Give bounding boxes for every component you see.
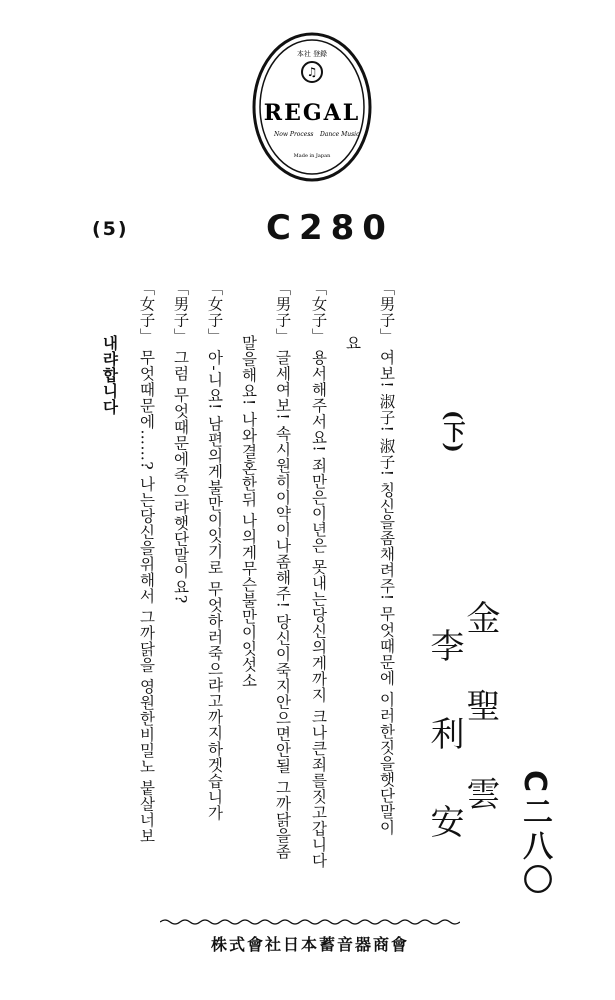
svg-text:♫: ♫ <box>306 65 318 79</box>
svg-text:REGAL: REGAL <box>263 100 361 126</box>
lyric-line-8: 「女子」 무엇때문에……? 나는당신을위해서 그까닭을 영원한비밀노 붙살너보 <box>137 280 156 844</box>
part-indicator: (下) <box>440 410 466 453</box>
lyric-line-4: 「男子」 글세여보! 속시원히이약이나좀해주! 당신이죽지안으면안될 그까닭을좀 <box>273 280 292 860</box>
lyric-line-3: 「女子」 용서해주서요! 죄만은이년은 못내는당신의게까지 크나큰죄를짓고갑니다 <box>309 280 328 869</box>
wavy-divider <box>160 918 460 926</box>
svg-text:Now Process: Now Process <box>274 131 314 138</box>
lyric-line-9: 내랴합니다 <box>100 335 120 415</box>
svg-text:本社 登錄: 本社 登錄 <box>296 50 328 58</box>
performer-credit-2: 李利安 <box>424 628 464 892</box>
page-number: (5) <box>92 218 129 240</box>
lyric-line-6: 「女子」 아-니요! 남편의게불만이잇기로 무엇하러죽으랴고까지하겟습니가 <box>205 280 224 821</box>
regal-record-label <box>252 32 372 182</box>
svg-text:Made in Japan: Made in Japan <box>293 153 331 159</box>
side-catalog-code: C二八〇 <box>517 770 552 899</box>
catalog-number: C280 <box>266 208 394 248</box>
lyric-line-1: 「男子」 여보! 淑子! 淑子! 칭신을좀채려주! 무엇때문에 이러한짓을햇단말이 <box>377 280 396 836</box>
performer-credit-1: 金聖雲 <box>460 600 500 864</box>
lyric-line-7: 「男子」 그럼 무엇때문에죽으랴햇단말이요? <box>171 280 190 604</box>
svg-text:Dance Music: Dance Music <box>320 131 360 138</box>
lyric-line-5: 말을해요! 나와결혼한뒤 나의게무슨불만이잇섯소 <box>239 335 258 689</box>
lyric-line-2: 요 <box>343 335 362 351</box>
record-label-icon <box>252 32 372 182</box>
publisher-footer: 株式會社日本蓄音器商會 <box>210 935 409 954</box>
